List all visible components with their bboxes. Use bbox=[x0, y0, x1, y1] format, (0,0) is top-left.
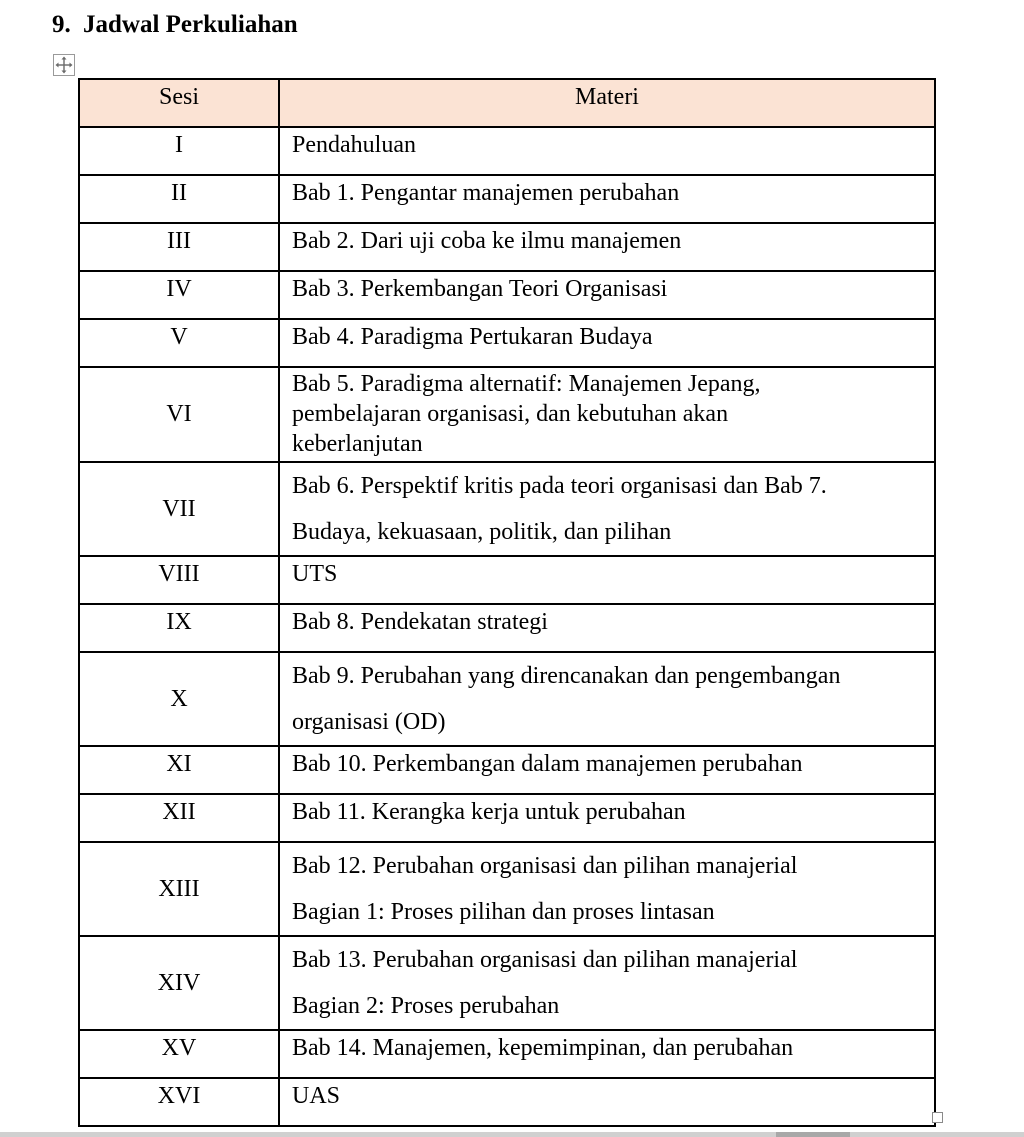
scrollbar-thumb[interactable] bbox=[776, 1132, 850, 1137]
materi-line: Budaya, kekuasaan, politik, dan pilihan bbox=[292, 519, 672, 545]
table-row bbox=[79, 1078, 935, 1126]
materi-cell bbox=[279, 319, 935, 367]
materi-cell bbox=[279, 652, 935, 746]
table-row bbox=[79, 652, 935, 746]
sesi-cell: XV bbox=[79, 1030, 279, 1078]
table-row bbox=[79, 271, 935, 319]
table-row bbox=[79, 367, 935, 462]
sesi-cell: XII bbox=[79, 794, 279, 842]
table-row bbox=[79, 223, 935, 271]
materi-cell bbox=[279, 223, 935, 271]
sesi-cell: XIV bbox=[79, 936, 279, 1030]
table-row bbox=[79, 604, 935, 652]
table-resize-handle-icon[interactable] bbox=[932, 1112, 943, 1123]
materi-line: organisasi (OD) bbox=[292, 709, 446, 735]
header-sesi: Sesi bbox=[79, 79, 279, 127]
materi-line: Pendahuluan bbox=[292, 132, 416, 158]
materi-cell bbox=[279, 367, 935, 462]
sesi-cell: VIII bbox=[79, 556, 279, 604]
table-move-handle-icon[interactable] bbox=[53, 54, 75, 76]
materi-line: Bagian 2: Proses perubahan bbox=[292, 993, 560, 1019]
materi-line: Bab 14. Manajemen, kepemimpinan, dan perubahan bbox=[292, 1035, 794, 1061]
table-body bbox=[79, 127, 935, 1126]
materi-cell bbox=[279, 271, 935, 319]
materi-line: keberlanjutan bbox=[292, 431, 423, 457]
materi-line: pembelajaran organisasi, dan kebutuhan akan bbox=[292, 401, 729, 427]
table-row bbox=[79, 1030, 935, 1078]
sesi-cell: IV bbox=[79, 271, 279, 319]
sesi-cell: II bbox=[79, 175, 279, 223]
materi-cell bbox=[279, 936, 935, 1030]
table-row bbox=[79, 127, 935, 175]
sesi-cell: III bbox=[79, 223, 279, 271]
sesi-cell: XIII bbox=[79, 842, 279, 936]
sesi-cell: V bbox=[79, 319, 279, 367]
materi-line: Bab 5. Paradigma alternatif: Manajemen Jepang, bbox=[292, 371, 761, 397]
materi-cell bbox=[279, 462, 935, 556]
table-row bbox=[79, 319, 935, 367]
section-heading bbox=[52, 9, 298, 41]
table-row bbox=[79, 746, 935, 794]
table-header-row bbox=[79, 79, 935, 127]
materi-line: Bagian 1: Proses pilihan dan proses lintasan bbox=[292, 899, 715, 925]
materi-cell bbox=[279, 175, 935, 223]
materi-line: Bab 1. Pengantar manajemen perubahan bbox=[292, 180, 680, 206]
materi-line: Bab 9. Perubahan yang direncanakan dan pengembangan bbox=[292, 663, 841, 689]
sesi-cell: XI bbox=[79, 746, 279, 794]
materi-cell bbox=[279, 746, 935, 794]
materi-cell bbox=[279, 794, 935, 842]
sesi-cell: IX bbox=[79, 604, 279, 652]
materi-line: UTS bbox=[292, 561, 338, 587]
table-row bbox=[79, 556, 935, 604]
table-row bbox=[79, 794, 935, 842]
header-materi: Materi bbox=[279, 79, 935, 127]
sesi-cell: X bbox=[79, 652, 279, 746]
materi-line: Bab 10. Perkembangan dalam manajemen perubahan bbox=[292, 751, 803, 777]
materi-line: Bab 4. Paradigma Pertukaran Budaya bbox=[292, 324, 653, 350]
materi-line: Bab 8. Pendekatan strategi bbox=[292, 609, 548, 635]
sesi-cell: I bbox=[79, 127, 279, 175]
sesi-cell: VII bbox=[79, 462, 279, 556]
materi-line: UAS bbox=[292, 1083, 341, 1109]
table-row bbox=[79, 175, 935, 223]
schedule-table bbox=[78, 78, 936, 1127]
table-row bbox=[79, 462, 935, 556]
sesi-cell: XVI bbox=[79, 1078, 279, 1126]
sesi-cell: VI bbox=[79, 367, 279, 462]
materi-line: Bab 2. Dari uji coba ke ilmu manajemen bbox=[292, 228, 682, 254]
horizontal-scrollbar[interactable] bbox=[0, 1132, 1024, 1137]
materi-line: Bab 3. Perkembangan Teori Organisasi bbox=[292, 276, 668, 302]
materi-line: Bab 6. Perspektif kritis pada teori organisasi dan Bab 7. bbox=[292, 473, 827, 499]
section-number: 9. bbox=[52, 11, 71, 38]
materi-cell bbox=[279, 604, 935, 652]
materi-cell bbox=[279, 1030, 935, 1078]
materi-line: Bab 12. Perubahan organisasi dan pilihan manajerial bbox=[292, 853, 798, 879]
section-title: Jadwal Perkuliahan bbox=[83, 11, 298, 38]
table-row bbox=[79, 842, 935, 936]
materi-cell bbox=[279, 842, 935, 936]
materi-cell bbox=[279, 556, 935, 604]
materi-line: Bab 11. Kerangka kerja untuk perubahan bbox=[292, 799, 686, 825]
table-row bbox=[79, 936, 935, 1030]
materi-line: Bab 13. Perubahan organisasi dan pilihan manajerial bbox=[292, 947, 798, 973]
materi-cell bbox=[279, 1078, 935, 1126]
materi-cell bbox=[279, 127, 935, 175]
